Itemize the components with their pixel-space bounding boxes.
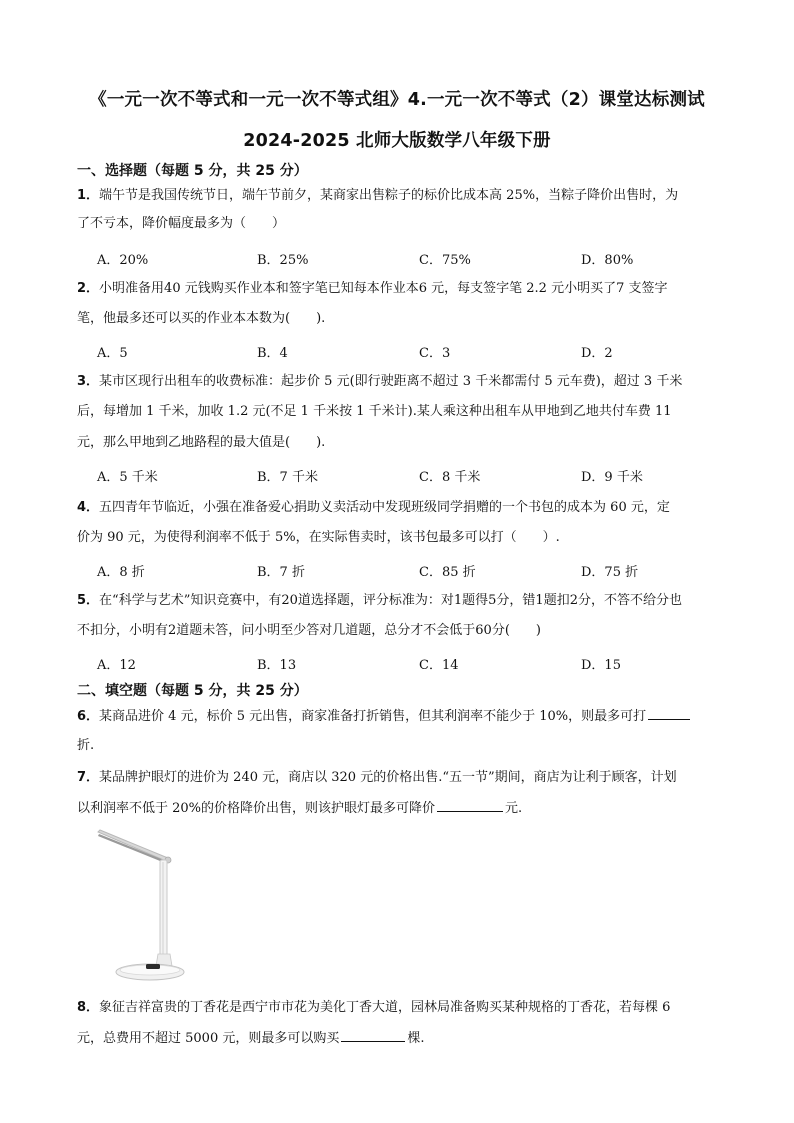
option-b: B．7 千米 [257, 470, 318, 485]
question-6 [77, 706, 747, 727]
option-c: C．8 千米 [419, 470, 481, 485]
question-text-cont: 了不亏本，降价幅度最多为（ ） [77, 216, 286, 231]
option-a: A．12 [97, 658, 136, 673]
option-a: A．5 [97, 346, 128, 361]
question-number: 7． [77, 770, 100, 785]
question-text-cont: 折. [77, 738, 95, 753]
option-a: A．5 千米 [97, 470, 158, 485]
question-8 [77, 998, 747, 1018]
question-text: 元，总费用不超过 5000 元，则最多可以购买 [77, 1031, 340, 1046]
question-text: 某商品进价 4 元，标价 5 元出售，商家准备打折销售，但其利润率不能少于 10%，则最多可打 [99, 709, 647, 724]
answer-blank[interactable] [341, 1028, 405, 1042]
option-b: B．7 折 [257, 565, 305, 580]
page-subtitle: 2024-2025 北师大版数学八年级下册 [243, 131, 551, 151]
option-a: A．20% [97, 253, 149, 268]
question-text: 五四青年节临近，小强在准备爱心捐助义卖活动中发现班级同学捐赠的一个书包的成本为 60 元，定 [99, 500, 670, 515]
option-d: D．9 千米 [581, 470, 643, 485]
answer-blank[interactable] [437, 798, 503, 812]
option-c: C．75% [419, 253, 471, 268]
question-text-cont [77, 1028, 747, 1049]
option-d: D．15 [581, 658, 621, 673]
question-number: 8． [77, 1000, 100, 1015]
question-number: 1． [77, 188, 100, 203]
question-text-cont: 元，那么甲地到乙地路程的最大值是( ). [77, 435, 326, 450]
question-number: 4． [77, 500, 100, 515]
section-heading-choice: 一、选择题（每题 5 分，共 25 分） [77, 163, 308, 179]
question-4 [77, 498, 747, 518]
desk-lamp-image [92, 826, 202, 984]
question-number: 5． [77, 593, 100, 608]
option-d: D．80% [581, 253, 634, 268]
page-title: 《一元一次不等式和一元一次不等式组》4.一元一次不等式（2）课堂达标测试 [89, 90, 705, 110]
question-text: 象征吉祥富贵的丁香花是西宁市市花为美化丁香大道，园林局准备购买某种规格的丁香花，若每棵 6 [99, 1000, 671, 1015]
answer-blank[interactable] [648, 706, 690, 720]
question-3 [77, 372, 747, 392]
option-d: D．2 [581, 346, 613, 361]
question-text: 棵. [407, 1031, 425, 1046]
question-text-cont [77, 798, 747, 819]
question-text-cont: 后，每增加 1 千米，加收 1.2 元(不足 1 千米按 1 千米计).某人乘这种出租车从甲地到乙地共付车费 11 [77, 404, 672, 419]
option-d: D．75 折 [581, 565, 639, 580]
question-number: 3． [77, 374, 100, 389]
question-7 [77, 768, 747, 788]
question-number: 2． [77, 281, 100, 296]
section-heading-fill: 二、填空题（每题 5 分，共 25 分） [77, 683, 308, 699]
question-text: 小明准备用40 元钱购买作业本和签字笔已知每本作业本6 元，每支签字笔 2.2 元小明买了7 支签字 [99, 281, 668, 296]
question-5 [77, 591, 747, 611]
question-text: 元. [505, 801, 523, 816]
question-text: 在“科学与艺术”知识竞赛中，有20道选择题，评分标准为：对1题得5分，错1题扣2分，不答不给分也 [99, 593, 682, 608]
question-number: 6． [77, 709, 100, 724]
question-text: 某市区现行出租车的收费标准：起步价 5 元(即行驶距离不超过 3 千米都需付 5 元车费)，超过 3 千米 [99, 374, 683, 389]
question-text: 以利润率不低于 20%的价格降价出售，则该护眼灯最多可降价 [77, 801, 436, 816]
option-b: B．13 [257, 658, 297, 673]
question-text-cont: 价为 90 元，为使得利润率不低于 5%，在实际售卖时，该书包最多可以打（ ）. [77, 530, 560, 545]
question-1 [77, 186, 747, 206]
option-b: B．25% [257, 253, 309, 268]
question-text-cont: 笔，他最多还可以买的作业本本数为( ). [77, 311, 326, 326]
question-text-cont: 不扣分，小明有2道题未答，问小明至少答对几道题，总分才不会低于60分( ) [77, 623, 541, 638]
question-2 [77, 279, 747, 299]
option-c: C．85 折 [419, 565, 476, 580]
question-text: 端午节是我国传统节日，端午节前夕，某商家出售粽子的标价比成本高 25%，当粽子降价出售时，为 [99, 188, 679, 203]
option-a: A．8 折 [97, 565, 145, 580]
option-c: C．3 [419, 346, 451, 361]
option-b: B．4 [257, 346, 288, 361]
question-text: 某品牌护眼灯的进价为 240 元，商店以 320 元的价格出售.“五一节”期间，商店为让利于顾客，计划 [99, 770, 677, 785]
option-c: C．14 [419, 658, 459, 673]
